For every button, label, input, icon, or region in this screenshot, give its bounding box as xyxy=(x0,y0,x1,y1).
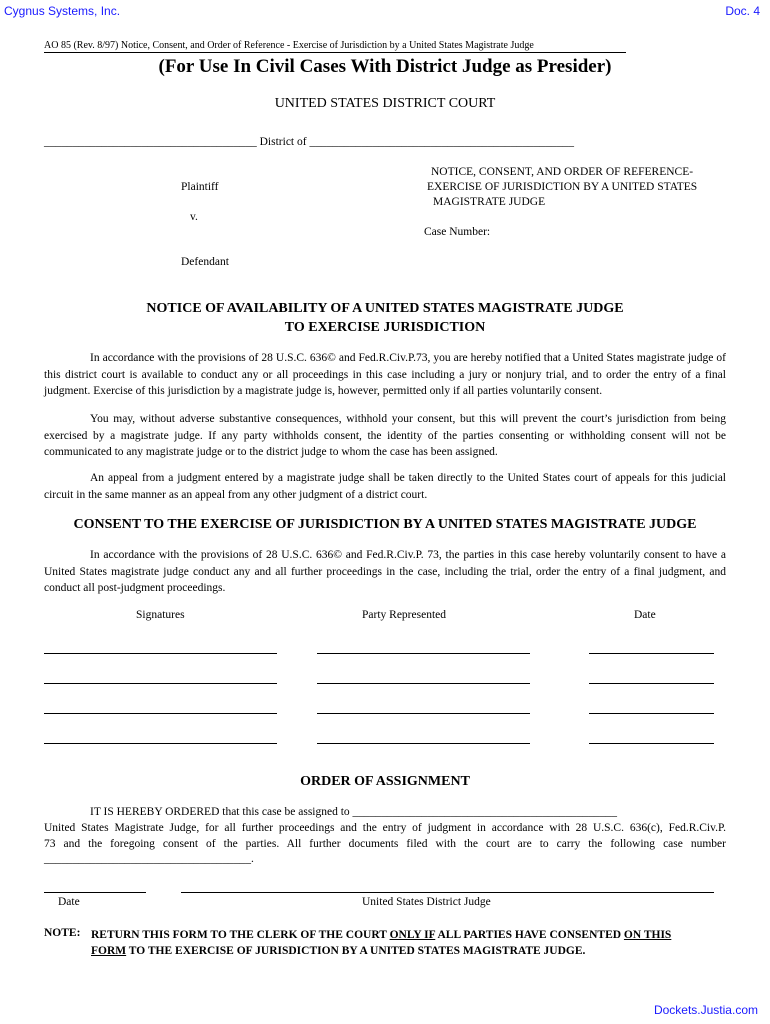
note-on-this: ON THIS xyxy=(623,929,672,941)
page-title: (For Use In Civil Cases With District Judge as Presider) xyxy=(158,56,612,77)
notice-heading-2: TO EXERCISE JURISDICTION xyxy=(284,320,486,335)
form-code-line: AO 85 (Rev. 8/97) Notice, Consent, and Order of Reference - Exercise of Jurisdiction by a United States Magistrate Judge xyxy=(44,40,534,51)
party-column-header: Party Represented xyxy=(362,609,446,621)
top-bar xyxy=(0,0,770,22)
party-field[interactable] xyxy=(317,743,530,744)
note-form: FORM xyxy=(91,945,127,957)
district-line: _____________________________________ District of ______________________________________________ xyxy=(44,136,574,148)
signature-field[interactable] xyxy=(44,713,277,714)
notice-caption-line-3: MAGISTRATE JUDGE xyxy=(433,196,546,208)
notice-paragraph-3: An appeal from a judgment entered by a magistrate judge shall be taken directly to the United States court of appeals for this judicial circuit in the same manner as an appeal from any other judgment of a district court. xyxy=(44,472,726,501)
party-field[interactable] xyxy=(317,713,530,714)
signature-field[interactable] xyxy=(44,743,277,744)
form-code-rule xyxy=(44,52,626,53)
order-line-2: United States Magistrate Judge, for all further proceedings and the entry of judgment in accordance with 28 U.S.C. 636(c), Fed.R.Civ.P. xyxy=(44,822,726,834)
footer-watermark[interactable]: Dockets.Justia.com xyxy=(653,1003,758,1017)
notice-caption-line-1: NOTICE, CONSENT, AND ORDER OF REFERENCE- xyxy=(431,166,694,178)
order-line-4: ____________________________________. xyxy=(44,853,254,865)
party-field[interactable] xyxy=(317,683,530,684)
order-line-3: 73 and the foregoing consent of the parties. All further documents filed with the court are to carry the following case number xyxy=(44,838,726,850)
date-field[interactable] xyxy=(589,653,714,654)
notice-paragraph-1: In accordance with the provisions of 28 U.S.C. 636© and Fed.R.Civ.P.73, you are hereby notified that a United States magistrate judge of this district court is available to conduct any or all proceedings in this case including a jury or nonjury trial, and to order the entry of a final judgment. Exercise of this jurisdiction by a magistrate judge is, however, permitted only if all parties voluntarily consent. xyxy=(44,352,726,397)
case-number-label: Case Number: xyxy=(424,226,491,238)
order-date-field[interactable] xyxy=(44,892,146,893)
signatures-column-header: Signatures xyxy=(136,609,185,621)
signature-field[interactable] xyxy=(44,683,277,684)
note-text xyxy=(91,927,731,959)
date-field[interactable] xyxy=(589,713,714,714)
order-heading: ORDER OF ASSIGNMENT xyxy=(300,774,470,789)
note-text-part-2: ALL PARTIES HAVE CONSENTED xyxy=(435,929,624,941)
order-line-1: IT IS HEREBY ORDERED that this case be assigned to ______________________________________________ xyxy=(90,806,618,818)
company-header: Cygnus Systems, Inc. xyxy=(4,4,121,18)
date-field[interactable] xyxy=(589,683,714,684)
party-field[interactable] xyxy=(317,653,530,654)
date-field[interactable] xyxy=(589,743,714,744)
consent-heading: CONSENT TO THE EXERCISE OF JURISDICTION BY A UNITED STATES MAGISTRATE JUDGE xyxy=(73,517,697,532)
judge-label: United States District Judge xyxy=(362,896,491,908)
versus-label: v. xyxy=(190,211,198,223)
consent-paragraph: In accordance with the provisions of 28 U.S.C. 636© and Fed.R.Civ.P. 73, the parties in this case hereby voluntarily consent to have a United States magistrate judge conduct any and all further proceedings in the case, including the trial, order the entry of a final judgment, and conduct all post-judgment proceedings. xyxy=(44,549,726,594)
note-label: NOTE: xyxy=(44,927,81,939)
doc-number-label: Doc. 4 xyxy=(725,4,760,18)
note-text-part-3: TO THE EXERCISE OF JURISDICTION BY A UNITED STATES MAGISTRATE JUDGE. xyxy=(126,945,586,957)
defendant-label: Defendant xyxy=(181,256,229,268)
plaintiff-label: Plaintiff xyxy=(181,181,219,193)
notice-paragraph-2: You may, without adverse substantive consequences, withhold your consent, but this will prevent the court’s jurisdiction from being exercised by a magistrate judge. If any party withholds consent, the identity of the parties consenting or withholding consent will not be communicated to any magistrate judge or to the district judge to whom the case has been assigned. xyxy=(44,413,726,458)
date-column-header: Date xyxy=(634,609,656,621)
signature-field[interactable] xyxy=(44,653,277,654)
notice-caption-line-2: EXERCISE OF JURISDICTION BY A UNITED STATES xyxy=(427,181,698,193)
notice-heading-1: NOTICE OF AVAILABILITY OF A UNITED STATES MAGISTRATE JUDGE xyxy=(146,301,624,316)
court-name: UNITED STATES DISTRICT COURT xyxy=(274,96,496,111)
note-text-part-1: RETURN THIS FORM TO THE CLERK OF THE COURT xyxy=(91,929,390,941)
judge-signature-field[interactable] xyxy=(181,892,714,893)
note-only-if: ONLY IF xyxy=(389,929,436,941)
order-date-label: Date xyxy=(58,896,80,908)
